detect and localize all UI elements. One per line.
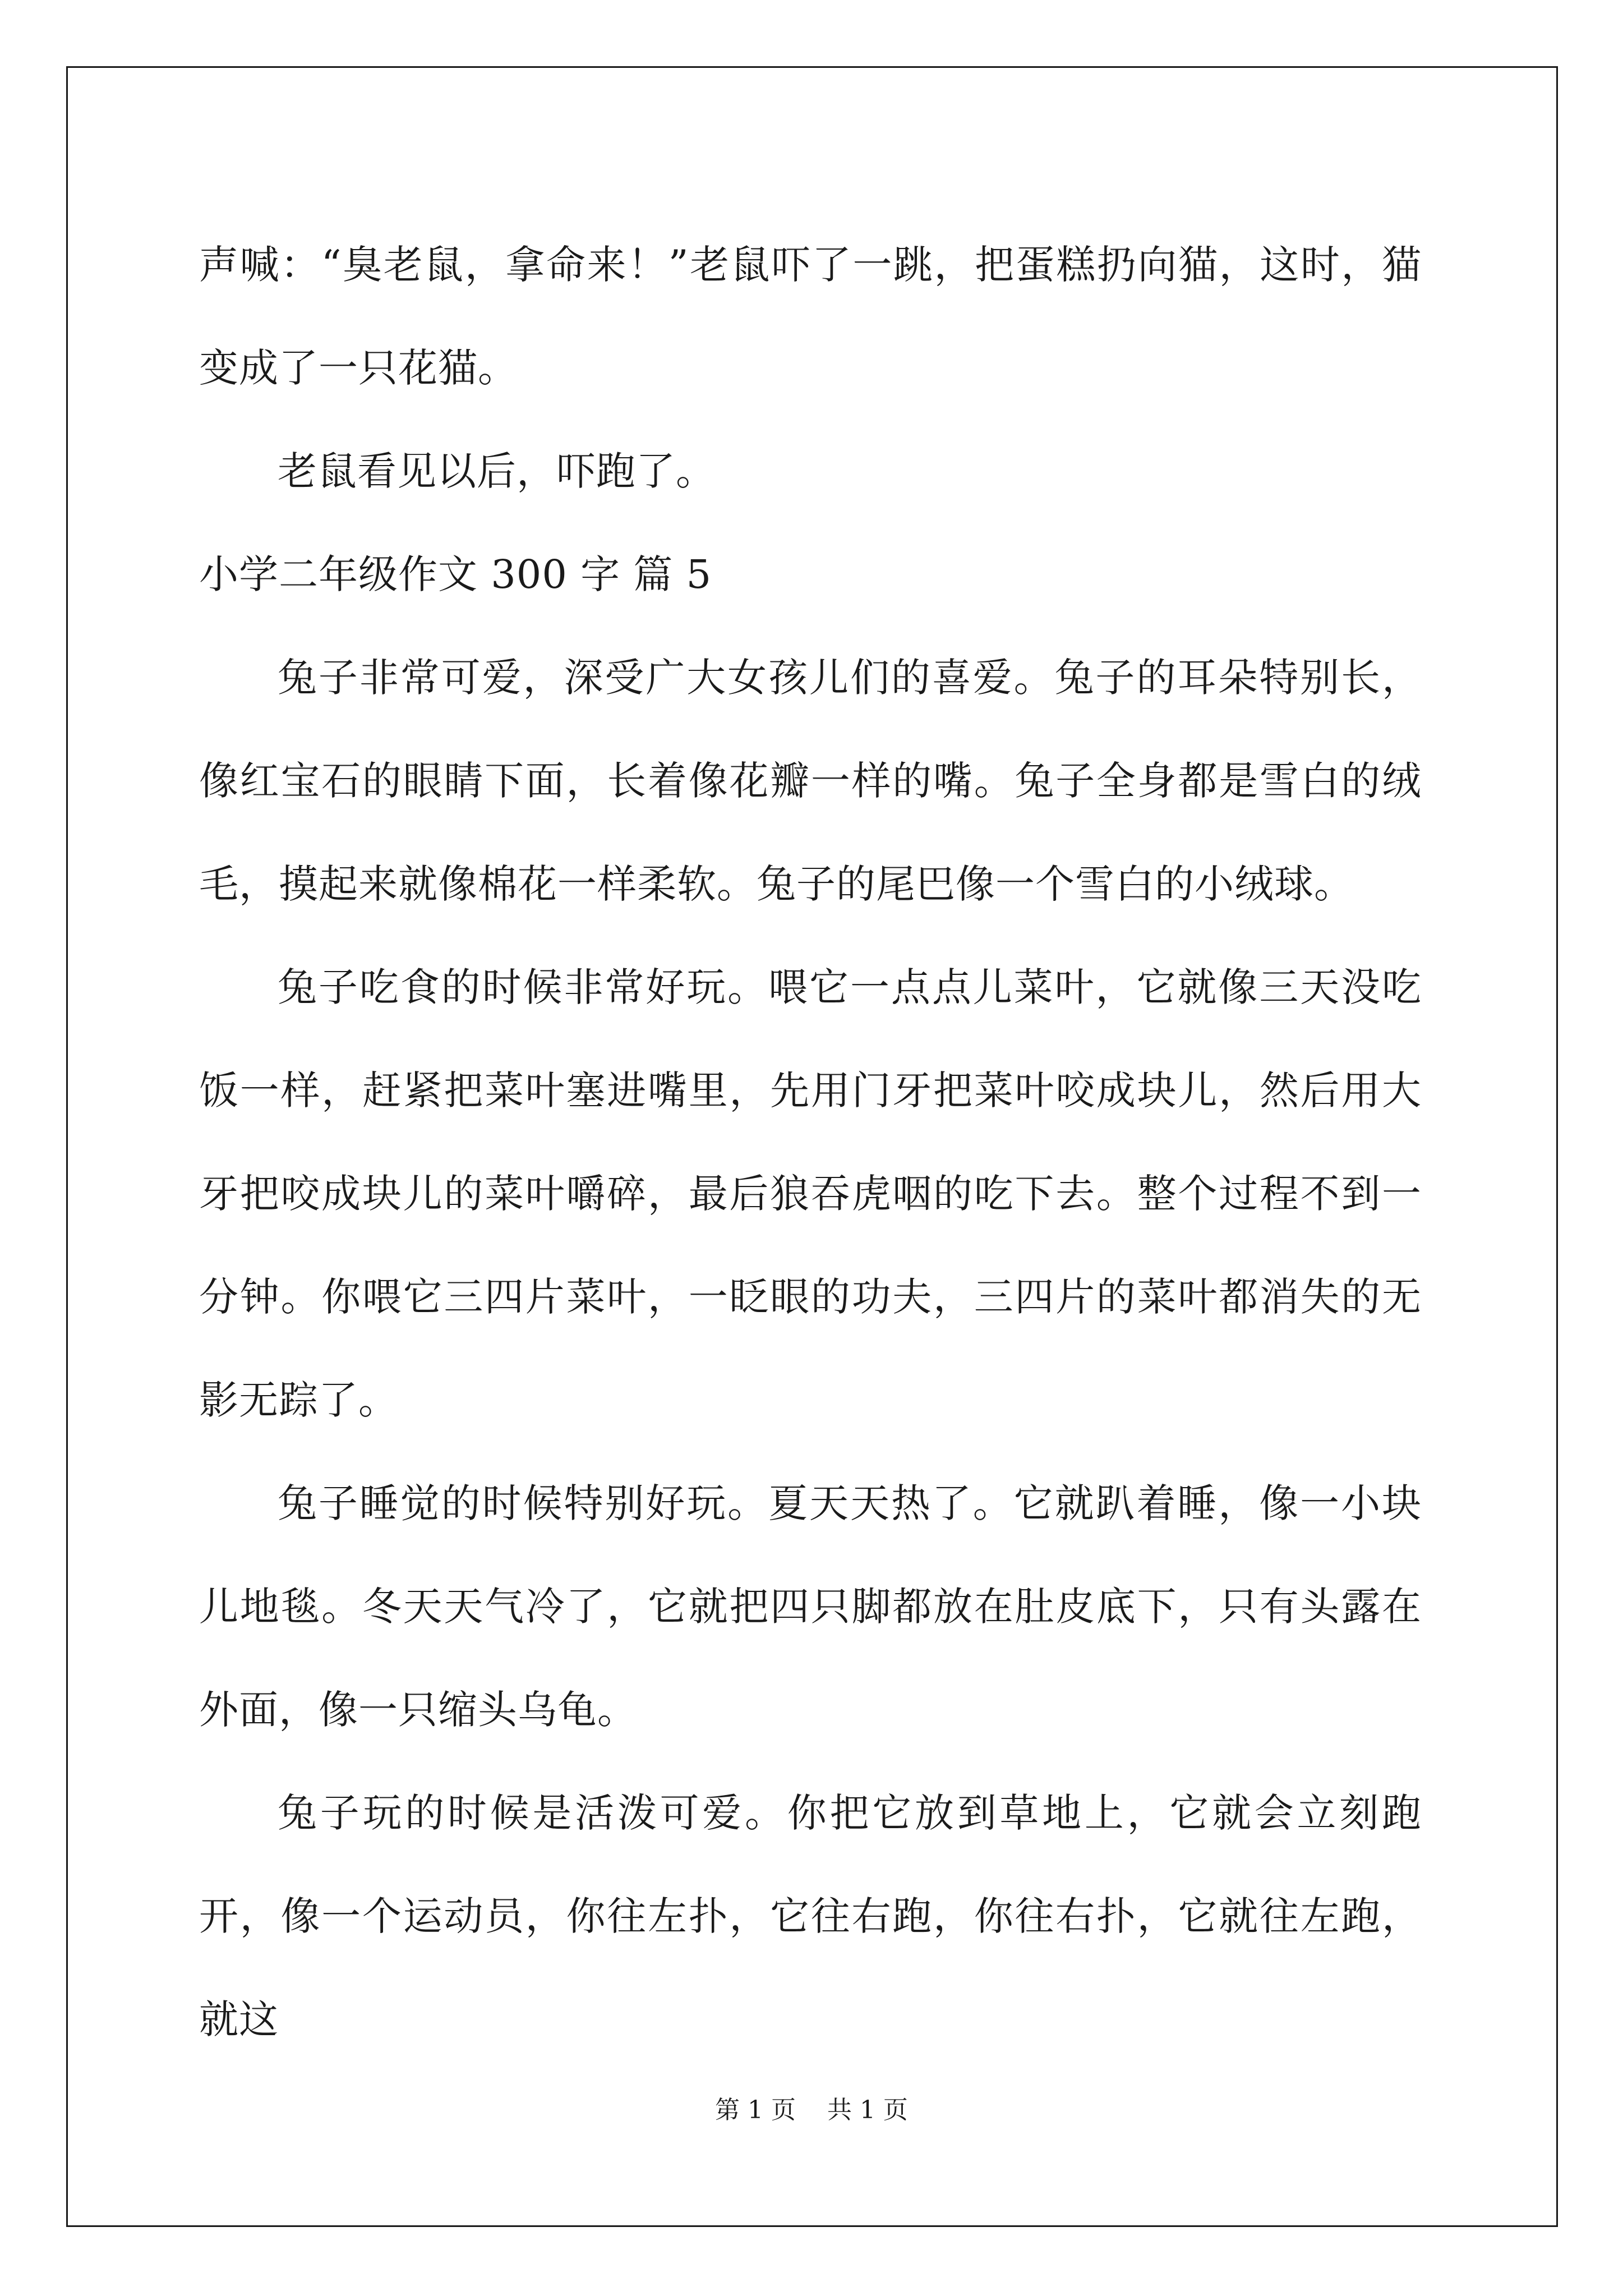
paragraph-continued: 声喊：“臭老鼠，拿命来！”老鼠吓了一跳，把蛋糕扔向猫，这时，猫变成了一只花猫。 [199,242,1422,391]
page-total: 共 1 页 [827,2096,908,2124]
paragraph: 老鼠看见以后，吓跑了。 [278,448,716,494]
page-number: 第 1 页 [715,2096,796,2124]
paragraph: 兔子睡觉的时候特别好玩。夏天天热了。它就趴着睡，像一小块儿地毯。冬天天气冷了，它就把四只脚都放在肚皮底下，只有头露在外面，像一只缩头乌龟。 [199,1480,1422,1733]
document-body [199,213,1422,2071]
paragraph: 兔子非常可爱，深受广大女孩儿们的喜爱。兔子的耳朵特别长，像红宝石的眼睛下面，长着像花瓣一样的嘴。兔子全身都是雪白的绒毛，摸起来就像棉花一样柔软。兔子的尾巴像一个雪白的小绒球。 [199,655,1422,907]
section-heading: 小学二年级作文 300 字 篇 5 [199,551,712,597]
paragraph: 兔子吃食的时候非常好玩。喂它一点点儿菜叶，它就像三天没吃饭一样，赶紧把菜叶塞进嘴里，先用门牙把菜叶咬成块儿，然后用大牙把咬成块儿的菜叶嚼碎，最后狼吞虎咽的吃下去。整个过程不到一分钟。你喂它三四片菜叶，一眨眼的功夫，三四片的菜叶都消失的无影无踪了。 [199,964,1422,1423]
paragraph: 兔子玩的时候是活泼可爱。你把它放到草地上，它就会立刻跑开，像一个运动员，你往左扑，它往右跑，你往右扑，它就往左跑，就这 [199,1790,1422,2042]
page-footer [0,2090,1623,2125]
